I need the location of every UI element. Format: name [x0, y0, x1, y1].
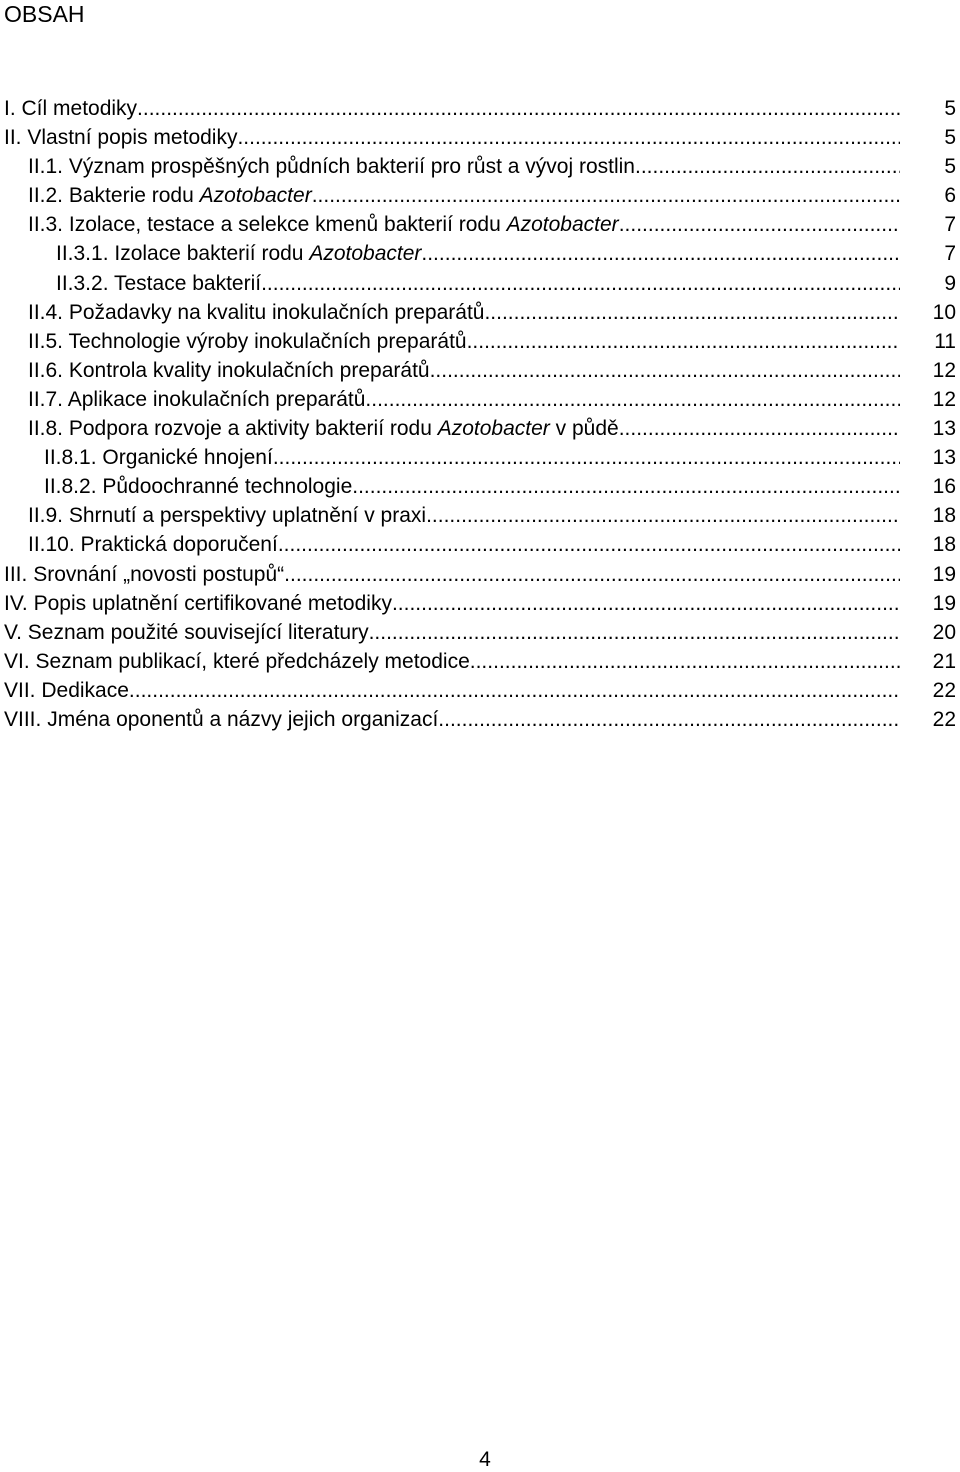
toc-entry-page: 5	[944, 155, 956, 179]
toc-entry[interactable]	[0, 589, 960, 618]
toc-entry-title	[4, 676, 129, 705]
toc-entry-number: II.7.	[28, 387, 64, 411]
toc-entry-number: III.	[4, 562, 28, 586]
toc-entry-number: II.2.	[28, 184, 64, 208]
toc-entry-title-text: Seznam publikací, které předcházely metodice	[35, 649, 470, 673]
toc-entry-number: V.	[4, 620, 22, 644]
toc-entry-page: 13	[932, 417, 956, 441]
toc-entry-title	[28, 152, 635, 181]
toc-entry-number: II.6.	[28, 358, 64, 382]
toc-entry-title-part: v půdě	[549, 417, 619, 441]
toc-entry-number: II.3.	[28, 213, 64, 237]
toc-entry-title-text	[69, 417, 619, 440]
toc-entry[interactable]	[0, 327, 960, 356]
toc-entry-title	[44, 443, 273, 472]
toc-entry-title-text: Aplikace inokulačních preparátů	[67, 387, 366, 411]
toc-entry-number: II.5.	[28, 329, 64, 353]
toc-entry-title-text: Význam prospěšných půdních bakterií pro růst a vývoj rostlin	[68, 155, 635, 179]
toc-entry-leader-dots	[421, 239, 900, 268]
toc-entry[interactable]	[0, 618, 960, 647]
toc-entry-leader-dots	[619, 414, 900, 443]
toc-entry-title-part: Izolace bakterií rodu	[114, 242, 310, 266]
toc-entry-leader-dots	[129, 676, 900, 705]
toc-entry-title-text	[69, 213, 619, 236]
toc-entry-number: VI.	[4, 649, 30, 673]
toc-entry-page: 5	[944, 97, 956, 120]
toc-entry-number: VIII.	[4, 707, 42, 731]
toc-entry-number: II.8.	[28, 417, 64, 441]
toc-entry-title-text: Seznam použité související literatury	[27, 620, 369, 644]
toc-entry-page: 22	[932, 678, 956, 702]
toc-entry-title-italic: Azotobacter	[309, 242, 422, 266]
toc-entry-title-text: Srovnání „novosti postupů“	[33, 562, 285, 586]
toc-entry-title-text: Jména oponentů a názvy jejich organizací	[47, 707, 439, 731]
toc-entry-title	[4, 589, 392, 618]
toc-entry-title	[4, 94, 137, 123]
toc-entry-title-text: Kontrola kvality inokulačních preparátů	[68, 358, 430, 382]
toc-entry[interactable]	[0, 210, 960, 239]
toc-entry-title	[28, 501, 426, 530]
toc-entry[interactable]	[0, 356, 960, 385]
toc-entry-title-text: Půdoochranné technologie	[102, 475, 353, 499]
toc-entry-title-italic: Azotobacter	[506, 213, 619, 237]
toc-entry[interactable]	[0, 705, 960, 734]
toc-entry-title	[4, 123, 237, 152]
toc-entry-title-text: Praktická doporučení	[80, 533, 278, 557]
toc-entry-leader-dots	[635, 152, 900, 181]
toc-entry-page: 7	[944, 242, 956, 266]
toc-entry-page: 6	[944, 184, 956, 208]
toc-entry-number: II.10.	[28, 533, 75, 557]
toc-entry-page: 13	[932, 446, 956, 470]
toc-entry-title	[44, 472, 352, 501]
toc-entry-title-part: Bakterie rodu	[68, 184, 200, 208]
toc-entry-title-text	[114, 242, 421, 265]
toc-entry-title	[4, 560, 284, 589]
toc-entry-leader-dots	[470, 647, 900, 676]
toc-entry-page: 20	[932, 620, 956, 644]
toc-entry-number: II.8.2.	[44, 475, 97, 499]
toc-entry-leader-dots	[430, 356, 900, 385]
toc-entry-page: 18	[932, 533, 956, 557]
toc-entry[interactable]	[0, 239, 960, 268]
toc-entry-leader-dots	[484, 298, 900, 327]
toc-entry-number: II.4.	[28, 300, 64, 324]
toc-entry-leader-dots	[392, 589, 900, 618]
toc-entry-leader-dots	[467, 327, 900, 356]
toc-entry-page: 19	[932, 591, 956, 615]
toc-entry-leader-dots	[438, 705, 900, 734]
toc-entry-leader-dots	[619, 210, 900, 239]
toc-entry-leader-dots	[426, 501, 900, 530]
toc-entry-title-text: Vlastní popis metodiky	[27, 126, 238, 150]
toc-entry[interactable]	[0, 501, 960, 530]
toc-entry-leader-dots	[369, 618, 900, 647]
toc-entry-page: 19	[932, 562, 956, 586]
toc-entry-title-text: Organické hnojení	[102, 446, 273, 470]
toc-entry[interactable]	[0, 298, 960, 327]
toc-entry-title	[4, 705, 438, 734]
toc-entry-page: 10	[932, 300, 956, 324]
toc-entry-leader-dots	[312, 181, 900, 210]
toc-entry[interactable]	[0, 181, 960, 210]
toc-entry[interactable]	[0, 443, 960, 472]
toc-entry-number: II.9.	[28, 504, 64, 528]
toc-entry-number: I.	[4, 97, 16, 120]
toc-entry-page: 11	[934, 329, 956, 353]
toc-entry-title	[28, 298, 484, 327]
toc-entry[interactable]	[0, 123, 960, 152]
toc-entry-title	[28, 210, 619, 239]
toc-entry-page: 5	[944, 126, 956, 150]
toc-entry-leader-dots	[237, 123, 900, 152]
toc-entry-title-text: Testace bakterií	[114, 271, 262, 295]
toc-entry-leader-dots	[352, 472, 900, 501]
toc-entry-page: 16	[932, 475, 956, 499]
toc-entry-title-text: Požadavky na kvalitu inokulačních preparátů	[68, 300, 485, 324]
toc-entry[interactable]	[0, 530, 960, 559]
toc-entry[interactable]	[0, 560, 960, 589]
table-of-contents	[0, 94, 960, 734]
toc-entry-page: 12	[932, 358, 956, 382]
toc-entry-title	[56, 269, 261, 298]
toc-entry-title	[28, 327, 467, 356]
toc-entry-title	[28, 181, 312, 210]
toc-entry[interactable]	[0, 152, 960, 181]
toc-entry-title-italic: Azotobacter	[199, 184, 312, 208]
toc-entry[interactable]	[0, 472, 960, 501]
toc-entry-leader-dots	[273, 443, 900, 472]
toc-entry-leader-dots	[261, 269, 900, 298]
toc-entry-title-part: Izolace, testace a selekce kmenů bakterií rodu	[68, 213, 507, 237]
toc-entry-number: IV.	[4, 591, 28, 615]
toc-entry-title	[4, 647, 470, 676]
toc-entry-page: 22	[932, 707, 956, 731]
toc-entry-page: 12	[932, 387, 956, 411]
toc-entry-page: 7	[944, 213, 956, 237]
toc-entry-title-text	[69, 184, 312, 207]
toc-entry-leader-dots	[137, 94, 900, 123]
toc-entry-title-part: Podpora rozvoje a aktivity bakterií rodu	[68, 417, 438, 441]
toc-entry[interactable]	[0, 647, 960, 676]
toc-entry-number: II.	[4, 126, 22, 150]
toc-entry[interactable]	[0, 94, 960, 123]
toc-entry-page: 9	[944, 271, 956, 295]
toc-entry-leader-dots	[278, 530, 900, 559]
toc-entry-number: II.1.	[28, 155, 64, 179]
toc-entry-title-text: Dedikace	[41, 678, 129, 702]
toc-entry-title-text: Shrnutí a perspektivy uplatnění v praxi	[68, 504, 427, 528]
toc-entry-title-italic: Azotobacter	[437, 417, 550, 441]
toc-entry[interactable]	[0, 676, 960, 705]
toc-entry-number: VII.	[4, 678, 36, 702]
toc-heading: OBSAH	[4, 1, 85, 27]
page-number-text: 4	[479, 1448, 491, 1471]
toc-entry-title	[28, 530, 278, 559]
toc-entry[interactable]	[0, 414, 960, 443]
toc-entry-page: 21	[932, 649, 956, 673]
toc-entry-title	[4, 618, 369, 647]
toc-entry-page: 18	[932, 504, 956, 528]
page-number	[0, 1448, 960, 1472]
toc-entry[interactable]	[0, 269, 960, 298]
toc-entry-title	[28, 385, 365, 414]
toc-entry-title-text: Technologie výroby inokulačních preparátů	[68, 329, 467, 353]
toc-entry-title	[28, 414, 619, 443]
toc-entry-title-text: Cíl metodiky	[21, 97, 138, 120]
toc-entry-title	[56, 239, 421, 268]
toc-entry-title-text: Popis uplatnění certifikované metodiky	[33, 591, 392, 615]
toc-entry-number: II.3.1.	[56, 242, 109, 266]
toc-entry-leader-dots	[365, 385, 900, 414]
toc-entry-title	[28, 356, 430, 385]
toc-entry-leader-dots	[284, 560, 900, 589]
toc-entry-number: II.8.1.	[44, 446, 97, 470]
toc-entry[interactable]	[0, 385, 960, 414]
toc-entry-number: II.3.2.	[56, 271, 109, 295]
